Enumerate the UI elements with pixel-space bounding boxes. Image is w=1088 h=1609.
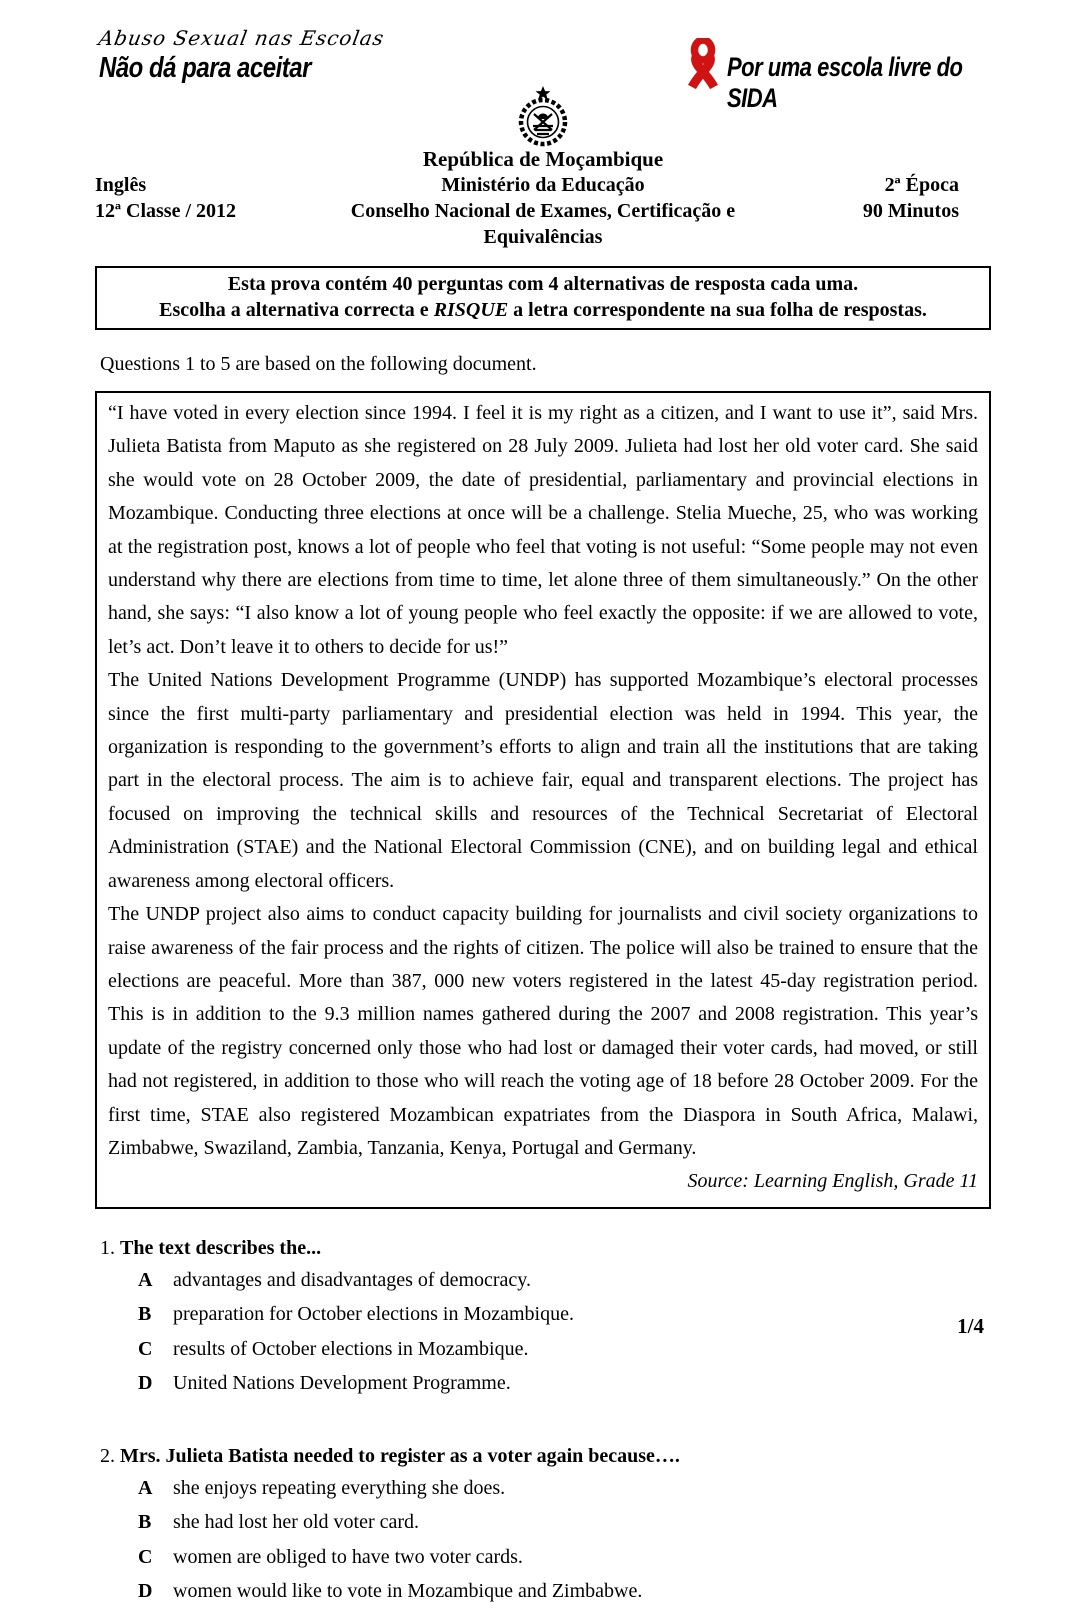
option-letter: A <box>138 1476 153 1499</box>
campaign-slogan-bold: Não dá para aceitar <box>99 52 311 84</box>
question-2-option-d <box>100 1574 991 1609</box>
question-2-option-c <box>100 1540 991 1575</box>
question-2 <box>95 1441 991 1609</box>
campaign-left-banner <box>96 26 387 84</box>
option-letter: C <box>138 1545 153 1568</box>
epoch-label: 2ª Época <box>884 174 959 196</box>
question-2-number: 2. <box>100 1444 115 1467</box>
option-text: advantages and disadvantages of democracy. <box>173 1268 531 1291</box>
instructions-box <box>95 266 991 330</box>
intro-text: Questions 1 to 5 are based on the following document. <box>100 353 537 375</box>
class-year-label: 12ª Classe / 2012 <box>95 200 236 222</box>
question-1-title: The text describes the... <box>120 1236 322 1259</box>
question-1-option-c <box>100 1332 991 1367</box>
option-text: results of October elections in Mozambique. <box>173 1337 529 1360</box>
instruction-line-2 <box>105 297 981 323</box>
instruction-line-2-prefix: Escolha a alternativa correcta e <box>159 299 434 321</box>
option-text: women are obliged to have two voter cards. <box>173 1545 523 1568</box>
aids-ribbon-icon <box>679 38 727 94</box>
question-2-option-b <box>100 1505 991 1540</box>
question-1 <box>95 1233 991 1401</box>
document-source: Source: Learning English, Grade 11 <box>687 1170 978 1193</box>
duration-label: 90 Minutos <box>862 200 959 222</box>
question-2-title: Mrs. Julieta Batista needed to register as a voter again because…. <box>120 1444 680 1467</box>
question-2-option-a <box>100 1471 991 1506</box>
option-letter: D <box>138 1372 153 1395</box>
option-text: she enjoys repeating everything she does. <box>173 1476 506 1499</box>
ministry-label: Ministério da Educação <box>441 174 645 196</box>
option-letter: B <box>138 1511 152 1534</box>
instruction-line-2-emphasis: RISQUE <box>433 299 509 321</box>
campaign-slogan-script: Abuso Sexual nas Escolas <box>96 26 387 50</box>
campaign-banner-row <box>95 26 991 114</box>
question-1-option-a <box>100 1263 991 1298</box>
page-number: 1/4 <box>957 1314 984 1338</box>
option-text: preparation for October elections in Mozambique. <box>173 1303 574 1326</box>
option-letter: D <box>138 1580 153 1603</box>
question-1-head <box>100 1233 991 1263</box>
option-text: she had lost her old voter card. <box>173 1511 420 1534</box>
republic-title: República de Moçambique <box>422 147 664 171</box>
document-paragraph-2: The United Nations Development Programme (UNDP) has supported Mozambique’s electoral processes since the first multi-party parliamentary and presidential election was held in 1994. This year, the organization is responding to the government’s efforts to align and train all the institutions that are taking part in the electoral process. The aim is to achieve fair, equal and transparent elections. The project has focused on improving the technical skills and resources of the Technical Secretariat of Electoral Administration (STAE) and the National Electoral Commission (CNE), and on building legal and ethical awareness among electoral officers. <box>108 669 978 892</box>
option-text: United Nations Development Programme. <box>173 1372 511 1395</box>
question-1-option-d <box>100 1366 991 1401</box>
question-1-number: 1. <box>100 1236 115 1259</box>
exam-header <box>95 172 991 250</box>
campaign-right-banner <box>679 38 991 114</box>
option-letter: C <box>138 1337 153 1360</box>
question-2-head <box>100 1441 991 1471</box>
instruction-line-2-suffix: a letra correspondente na sua folha de respostas. <box>508 299 927 321</box>
campaign-right-slogan: Por uma escola livre do SIDA <box>727 52 963 114</box>
question-1-option-b <box>100 1297 991 1332</box>
council-label: Conselho Nacional de Exames, Certificação e Equivalências <box>350 200 736 248</box>
subject-label: Inglês <box>95 174 147 196</box>
document-box <box>95 391 991 1209</box>
option-text: women would like to vote in Mozambique and Zimbabwe. <box>173 1580 643 1603</box>
document-paragraph-1: “I have voted in every election since 1994. I feel it is my right as a citizen, and I want to use it”, said Mrs. Julieta Batista from Maputo as she registered on 28 July 2009. Julieta had lost her old voter card. She said she would vote on 28 October 2009, the date of presidential, parliamentary and provincial elections in Mozambique. Conducting three elections at once will be a challenge. Stelia Mueche, 25, who was working at the registration post, knows a lot of people who feel that voting is not useful: “Some people may not even understand why there are elections from time to time, let alone three of them simultaneously.” On the other hand, she says: “I also know a lot of young people who feel exactly the opposite: if we are allowed to vote, let’s act. Don’t leave it to others to decide for us!” <box>108 402 978 658</box>
document-paragraph-3: The UNDP project also aims to conduct capacity building for journalists and civil society organizations to raise awareness of the fair process and the rights of citizen. The police will also be trained to ensure that the elections are peaceful. More than 387, 000 new voters registered in the latest 45-day registration period. This is in addition to the 9.3 million names gathered during the 2007 and 2008 registration. This year’s update of the registry concerned only those who had lost or damaged their voter cards, had moved, or still had not registered, in addition to those who will reach the voting age of 18 before 28 October 2009. For the first time, STAE also registered Mozambican expatriates from the Diaspora in South Africa, Malawi, Zimbabwe, Swaziland, Zambia, Tanzania, Kenya, Portugal and Germany. <box>108 903 978 1159</box>
instruction-line-1: Esta prova contém 40 perguntas com 4 alternativas de resposta cada uma. <box>227 273 859 295</box>
option-letter: B <box>138 1303 152 1326</box>
option-letter: A <box>138 1268 153 1291</box>
